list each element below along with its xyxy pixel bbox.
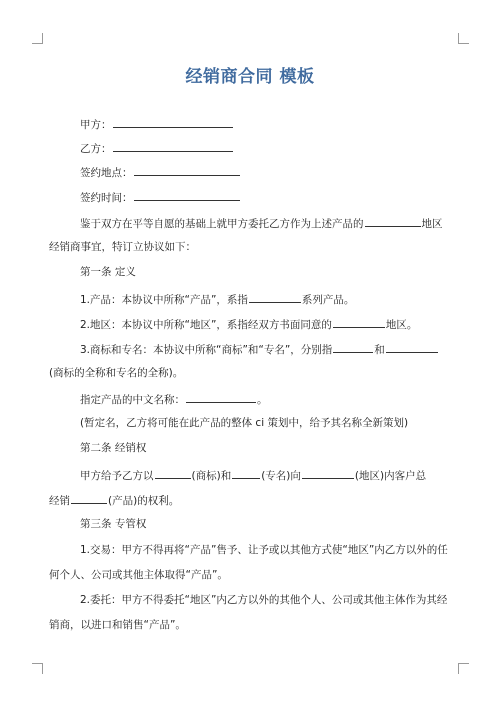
article-1-heading: 第一条 定义: [80, 266, 136, 278]
trademark-blank[interactable]: [333, 341, 373, 353]
party-b-blank[interactable]: [113, 140, 233, 152]
article-3-item-1-line-1: 1.交易：甲方不得再将“产品”售予、让予或以其他方式使“地区”内乙方以外的任: [80, 544, 448, 556]
trademark-definition-note: (商标的全称和专名的全称)。: [49, 367, 184, 379]
distribution-right-text-c: (专名)向: [261, 470, 301, 482]
distribution-right-text-e: 经销: [49, 495, 70, 507]
product-series-blank[interactable]: [249, 291, 301, 303]
trademark-and-text: 和: [374, 344, 385, 356]
article-2-line-1: [80, 467, 426, 483]
sign-time-blank[interactable]: [134, 189, 240, 201]
brand-name-grant-blank[interactable]: [232, 467, 260, 479]
party-b-label: 乙方：: [80, 143, 112, 155]
party-b-line: [80, 140, 234, 156]
crop-mark-top-right: [458, 33, 469, 44]
preamble-line-2: [49, 240, 196, 254]
preamble-text-1b: 地区: [421, 218, 443, 230]
region-grant-blank[interactable]: [302, 467, 354, 479]
trademark-definition-text: 3.商标和专名：本协议中所称“商标”和“专名”，分别指: [80, 344, 333, 356]
document-title: 经销商合同 模板: [185, 67, 315, 87]
region-definition-suffix: 地区。: [385, 319, 418, 331]
article-3-heading: 第三条 专管权: [80, 518, 147, 530]
chinese-name-line: [80, 391, 268, 407]
product-grant-blank[interactable]: [71, 492, 107, 504]
party-a-line: [80, 116, 234, 132]
sign-place-line: [80, 164, 241, 180]
article-2-line-2: [49, 492, 179, 508]
article-3-item-2-line-2: 销商，以进口和销售“产品”。: [49, 619, 186, 631]
distribution-right-text-d: (地区)内客户总: [354, 470, 427, 482]
crop-mark-bottom-right: [458, 663, 469, 674]
distribution-right-text-a: 甲方给予乙方以: [80, 470, 154, 482]
product-definition-suffix: 系列产品。: [301, 294, 355, 306]
chinese-name-period: 。: [257, 394, 268, 406]
article-3-item-2-line-1: 2.委托：甲方不得委托“地区”内乙方以外的其他个人、公司或其他主体作为其经: [80, 594, 448, 606]
sign-place-blank[interactable]: [134, 164, 240, 176]
region-definition-blank[interactable]: [333, 316, 385, 328]
article-3-item-1-line-2: 何个人、公司或其他主体取得“产品”。: [49, 569, 228, 581]
preamble-text-1a: 鉴于双方在平等自愿的基础上就甲方委托乙方作为上述产品的: [80, 218, 364, 230]
product-definition-text: 1.产品：本协议中所称“产品”，系指: [80, 294, 248, 306]
party-a-blank[interactable]: [113, 116, 233, 128]
chinese-name-blank[interactable]: [186, 391, 256, 403]
sign-time-label: 签约时间：: [80, 192, 133, 204]
sign-place-label: 签约地点：: [80, 167, 133, 179]
brand-name-blank[interactable]: [386, 341, 438, 353]
chinese-name-label: 指定产品的中文名称：: [80, 394, 185, 406]
region-blank-preamble[interactable]: [365, 215, 421, 227]
party-a-label: 甲方：: [80, 119, 112, 131]
preamble-line-1: [80, 215, 443, 231]
article-1-item-2: [80, 316, 417, 332]
sign-time-line: [80, 189, 241, 205]
chinese-name-note: (暂定名，乙方将可能在此产品的整体 ci 策划中，给予其名称全新策划): [80, 417, 409, 429]
region-definition-text: 2.地区：本协议中所称“地区”，系指经双方书面同意的: [80, 319, 332, 331]
preamble-text-2: 经销商事宜，特订立协议如下：: [49, 241, 196, 253]
article-2-heading: 第二条 经销权: [80, 442, 147, 454]
trademark-grant-blank[interactable]: [155, 467, 191, 479]
article-1-item-3-cont: [49, 366, 183, 380]
article-1-item-3: [80, 341, 439, 357]
crop-mark-top-left: [32, 33, 43, 44]
distribution-right-text-b: (商标)和: [191, 470, 232, 482]
crop-mark-bottom-left: [32, 663, 43, 674]
distribution-right-text-f: (产品)的权利。: [108, 495, 180, 507]
article-1-item-1: [80, 291, 354, 307]
